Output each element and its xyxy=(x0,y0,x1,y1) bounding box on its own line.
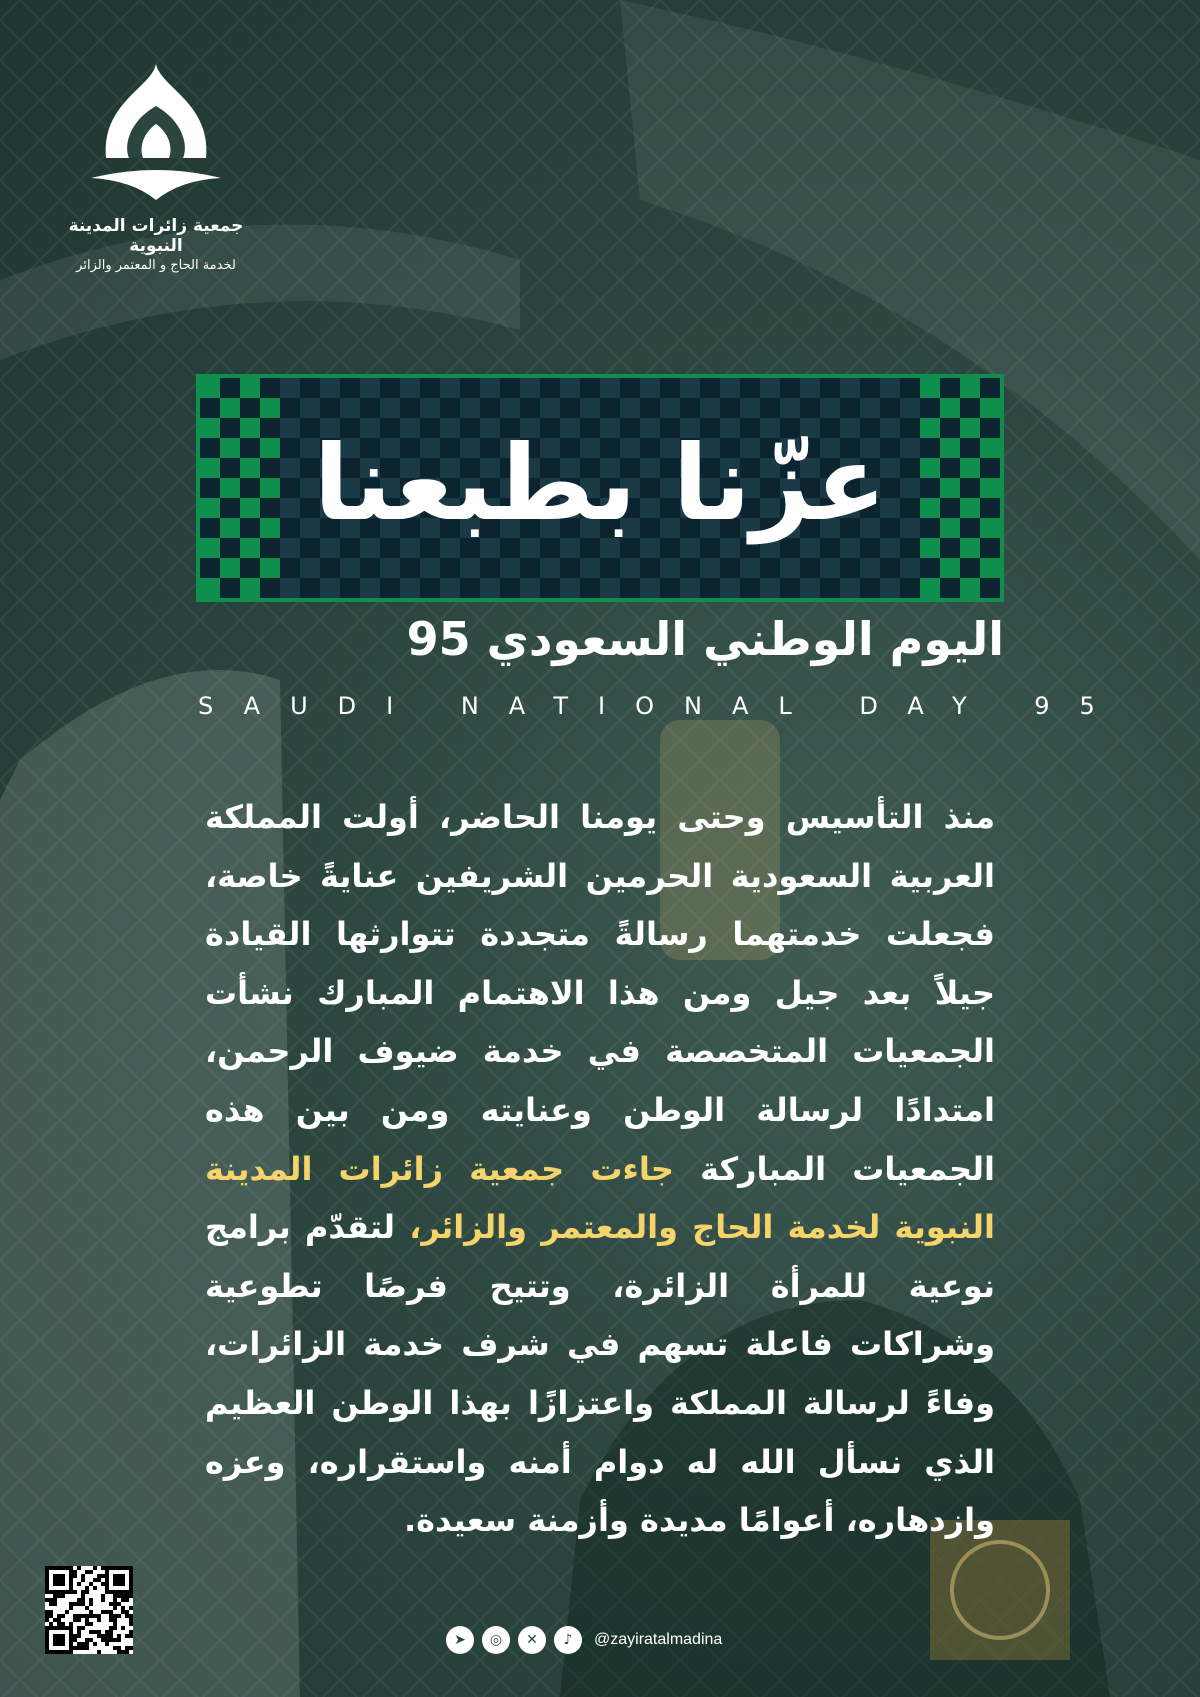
arabic-occasion-title: اليوم الوطني السعودي 95 xyxy=(406,612,1004,666)
dome-logo-icon xyxy=(81,58,231,208)
social-links xyxy=(446,1623,722,1657)
instagram-icon[interactable]: ◎ xyxy=(482,1626,510,1654)
organization-tagline: لخدمة الحاج و المعتمر والزائر xyxy=(76,258,236,273)
body-text-end: لتقدّم برامج نوعية للمرأة الزائرة، وتتيح فرصًا تطوعية وشراكات فاعلة تسهم في شرف خدمة الزائرات، وفاءً لرسالة المملكة واعتزازًا بهذا الوطن العظيم الذي نسأل الله له دوام أمنه واستقراره، وعزه وازدهاره، أعوامًا مديدة وأزمنة سعيدة. xyxy=(205,1208,995,1540)
organization-logo xyxy=(54,58,258,273)
banner-title: عزّنا بطبعنا xyxy=(313,422,887,544)
telegram-icon[interactable]: ➤ xyxy=(446,1626,474,1654)
social-handle[interactable]: @zayiratalmadina xyxy=(594,1631,723,1648)
english-occasion-title: SAUDI NATIONAL DAY 95 xyxy=(198,692,1125,720)
tiktok-icon[interactable]: ♪ xyxy=(554,1626,582,1654)
qr-code-icon xyxy=(45,1566,133,1654)
body-text-highlight: جاءت جمعية زائرات المدينة النبوية لخدمة الحاج والمعتمر والزائر، xyxy=(205,1149,996,1247)
x-icon[interactable]: ✕ xyxy=(518,1626,546,1654)
qr-code[interactable] xyxy=(45,1566,133,1654)
body-text-start: منذ التأسيس وحتى يومنا الحاضر، أولت المملكة العربية السعودية الحرمين الشريفين عنايةً خاصة، فجعلت خدمتهما رسالةً متجددة تتوارثها القيادة جيلاً بعد جيل ومن هذا الاهتمام المبارك نشأت الجمعيات المتخصصة في خدمة ضيوف الرحمن، امتدادًا لرسالة الوطن وعنايته ومن بين هذه الجمعيات المباركة xyxy=(205,798,996,1188)
national-day-banner xyxy=(196,374,1004,602)
body-paragraph xyxy=(205,788,995,1550)
organization-name: جمعية زائرات المدينة النبوية xyxy=(68,216,244,256)
